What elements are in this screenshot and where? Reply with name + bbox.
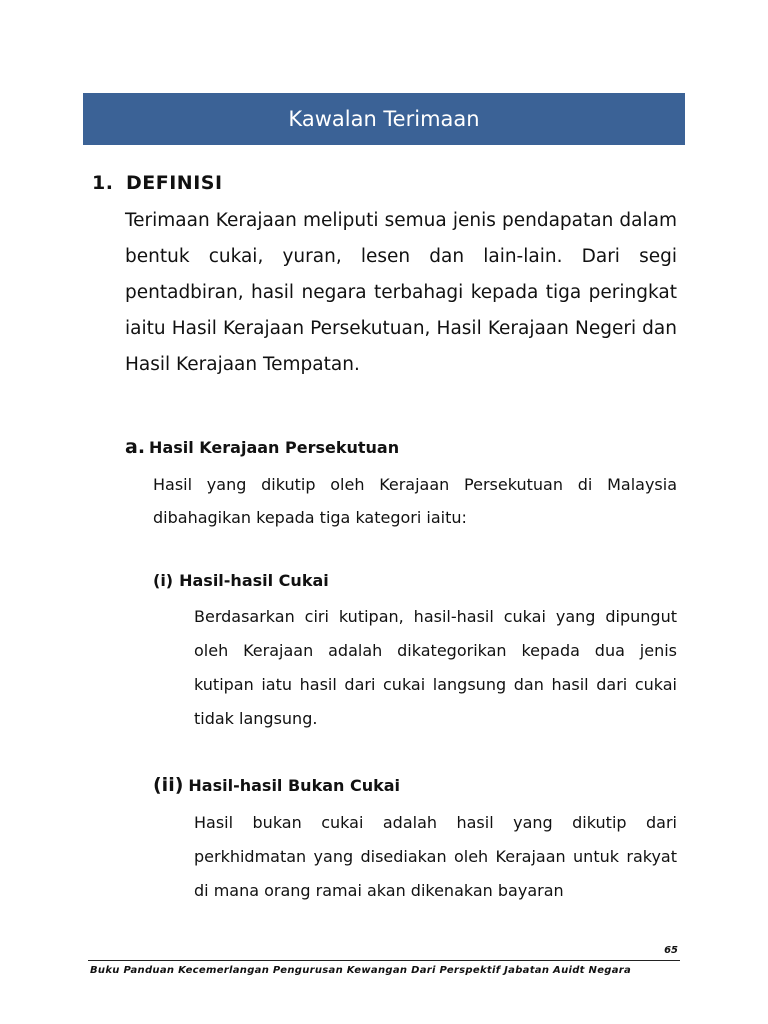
item-ii-numeral: (ii) — [153, 774, 184, 796]
item-ii-heading — [153, 774, 400, 796]
item-i-numeral: (i) — [153, 571, 174, 590]
section-number: 1. — [92, 172, 114, 194]
item-i-paragraph: Berdasarkan ciri kutipan, hasil-hasil cukai yang dipungut oleh Kerajaan adalah dikategorikan kepada dua jenis kutipan iatu hasil dari cukai langsung dan hasil dari cukai tidak langsung. — [194, 607, 677, 728]
page-title-banner — [83, 93, 685, 145]
page-number: 65 — [664, 945, 678, 956]
page-title: Kawalan Terimaan — [288, 107, 480, 131]
footer-divider — [88, 960, 680, 961]
subsection-a-title: Hasil Kerajaan Persekutuan — [149, 438, 400, 457]
section-heading — [92, 172, 223, 194]
subsection-a-paragraph: Hasil yang dikutip oleh Kerajaan Persekutuan di Malaysia dibahagikan kepada tiga kategori iaitu: — [153, 475, 677, 527]
item-ii-paragraph: Hasil bukan cukai adalah hasil yang dikutip dari perkhidmatan yang disediakan oleh Kerajaan untuk rakyat di mana orang ramai akan dikenakan bayaran — [194, 813, 677, 900]
item-i-title: Hasil-hasil Cukai — [179, 571, 329, 590]
section-paragraph: Terimaan Kerajaan meliputi semua jenis pendapatan dalam bentuk cukai, yuran, lesen dan lain-lain. Dari segi pentadbiran, hasil negara terbahagi kepada tiga peringkat iaitu Hasil Kerajaan Persekutuan, Hasil Kerajaan Negeri dan Hasil Kerajaan Tempatan. — [125, 210, 677, 375]
item-i-heading — [153, 571, 329, 590]
footer-text: Buku Panduan Kecemerlangan Pengurusan Kewangan Dari Perspektif Jabatan Auidt Negara — [90, 965, 632, 976]
subsection-a-heading — [125, 436, 399, 458]
item-ii-title: Hasil-hasil Bukan Cukai — [188, 776, 401, 795]
section-title: DEFINISI — [126, 172, 223, 194]
subsection-a-letter: a. — [125, 436, 146, 458]
